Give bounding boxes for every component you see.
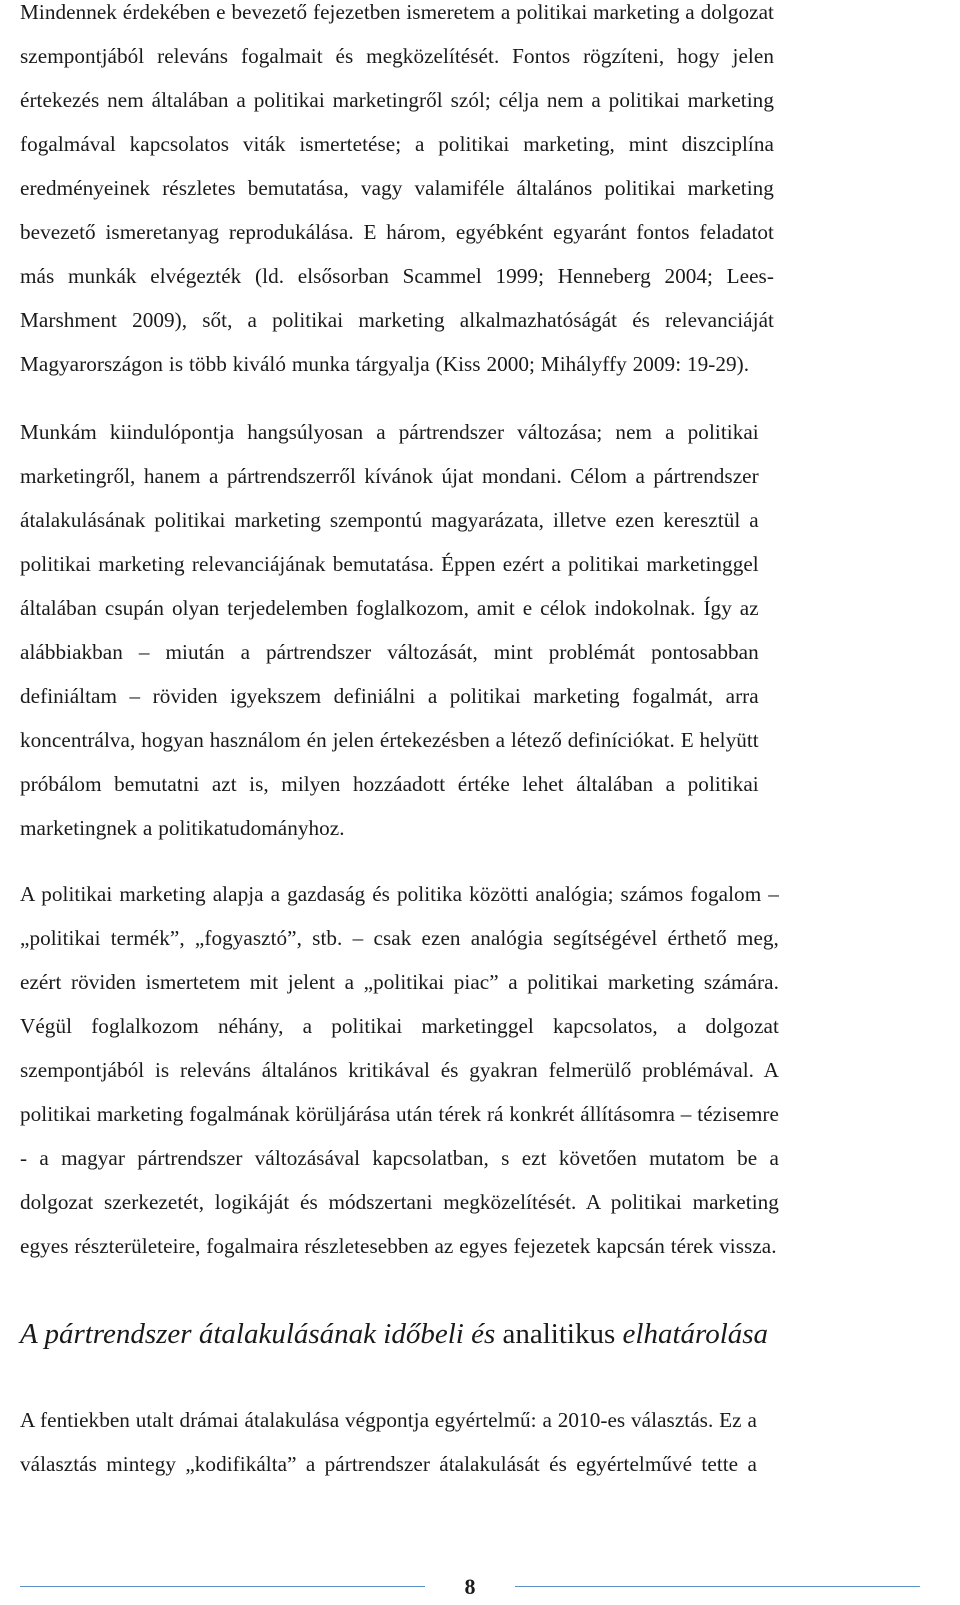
text-line: marketingről, hanem a pártrendszerről kívánok újat mondani. Célom a pártrendszer (20, 464, 759, 488)
text-line: marketingnek a politikatudományhoz. (20, 816, 345, 840)
text-line: választás mintegy „kodifikálta” a pártrendszer átalakulását és egyértelművé tette a (20, 1452, 757, 1476)
text-line: ezért röviden ismertetem mit jelent a „politikai piac” a politikai marketing számára. (20, 970, 779, 994)
paragraph-final (20, 1398, 757, 1486)
paragraph-analogy (20, 872, 779, 1268)
text-line: alábbiakban – miután a pártrendszer változását, mint problémát pontosabban (20, 640, 759, 664)
text-line: fogalmával kapcsolatos viták ismertetése; a politikai marketing, mint diszciplína (20, 132, 774, 156)
text-line: Munkám kiindulópontja hangsúlyosan a pártrendszer változása; nem a politikai (20, 420, 759, 444)
text-line: Végül foglalkozom néhány, a politikai marketinggel kapcsolatos, a dolgozat (20, 1014, 779, 1038)
text-line: szempontjából releváns fogalmait és megközelítését. Fontos rögzíteni, hogy jelen (20, 44, 774, 68)
text-line: általában csupán olyan terjedelemben foglalkozom, amit e célok indokolnak. Így az (20, 596, 759, 620)
footer-rule-left (20, 1586, 425, 1587)
text-line: egyes részterületeire, fogalmaira részletesebben az egyes fejezetek kapcsán térek vissza. (20, 1234, 777, 1258)
text-line: A politikai marketing alapja a gazdaság és politika közötti analógia; számos fogalom – (20, 882, 779, 906)
text-line: definiáltam – röviden igyekszem definiálni a politikai marketing fogalmát, arra (20, 684, 759, 708)
text-line: eredményeinek részletes bemutatása, vagy valamiféle általános politikai marketing (20, 176, 774, 200)
heading-part-1: A pártrendszer átalakulásának időbeli és (20, 1318, 496, 1350)
text-line: bevezető ismeretanyag reprodukálása. E három, egyébként egyaránt fontos feladatot (20, 220, 774, 244)
text-line: Magyarországon is több kiváló munka tárgyalja (Kiss 2000; Mihályffy 2009: 19-29). (20, 352, 750, 376)
footer-rule-right (515, 1586, 920, 1587)
text-line: átalakulásának politikai marketing szempontú magyarázata, illetve ezen keresztül a (20, 508, 759, 532)
text-line: Marshment 2009), sőt, a politikai marketing alkalmazhatóságát és relevanciáját (20, 308, 774, 332)
text-line: - a magyar pártrendszer változásával kapcsolatban, s ezt követően mutatom be a (20, 1146, 779, 1170)
heading-part-2: analitikus (495, 1318, 623, 1350)
page-footer (0, 1568, 960, 1605)
section-heading (20, 1314, 768, 1354)
text-line: koncentrálva, hogyan használom én jelen értekezésben a létező definíciókat. E helyütt (20, 728, 759, 752)
heading-part-3: elhatárolása (622, 1318, 769, 1350)
paragraph-intro (20, 0, 774, 386)
text-line: más munkák elvégezték (ld. elsősorban Scammel 1999; Henneberg 2004; Lees- (20, 264, 774, 288)
text-line: politikai marketing relevanciájának bemutatása. Éppen ezért a politikai marketinggel (20, 552, 759, 576)
page-number: 8 (464, 1574, 476, 1599)
text-line: értekezés nem általában a politikai marketingről szól; célja nem a politikai marketing (20, 88, 774, 112)
text-line: szempontjából is releváns általános kritikával és gyakran felmerülő problémával. A (20, 1058, 779, 1082)
text-line: Mindennek érdekében e bevezető fejezetben ismeretem a politikai marketing a dolgozat (20, 0, 774, 24)
text-line: próbálom bemutatni azt is, milyen hozzáadott értéke lehet általában a politikai (20, 772, 759, 796)
text-line: A fentiekben utalt drámai átalakulása végpontja egyértelmű: a 2010-es választás. Ez a (20, 1408, 757, 1432)
text-line: dolgozat szerkezetét, logikáját és módszertani megközelítését. A politikai marketing (20, 1190, 779, 1214)
paragraph-starting-point (20, 410, 759, 850)
text-line: „politikai termék”, „fogyasztó”, stb. – csak ezen analógia segítségével érthető meg, (20, 926, 779, 950)
text-line: politikai marketing fogalmának körüljárása után térek rá konkrét állításomra – tézisemre (20, 1102, 779, 1126)
